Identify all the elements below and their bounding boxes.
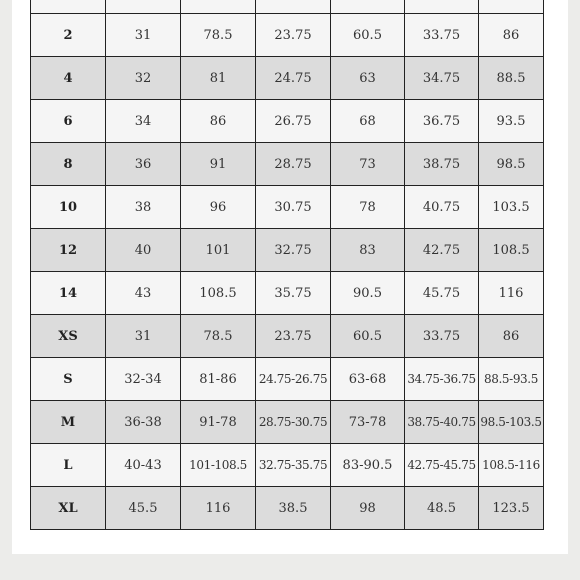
table-cell [479,0,544,14]
measurement-cell: 38.75 [405,143,479,186]
size-label-cell: 6 [31,100,106,143]
table-row [31,315,544,358]
table-cell [405,0,479,14]
measurement-cell: 108.5-116 [479,444,544,487]
size-label-cell: 10 [31,186,106,229]
measurement-cell: 40-43 [106,444,181,487]
measurement-cell: 24.75-26.75 [256,358,331,401]
measurement-cell: 108.5 [479,229,544,272]
size-label-cell: 14 [31,272,106,315]
measurement-cell: 86 [479,315,544,358]
measurement-cell: 32.75 [256,229,331,272]
measurement-cell: 45.75 [405,272,479,315]
measurement-cell: 116 [479,272,544,315]
measurement-cell: 63-68 [331,358,405,401]
table-row [31,100,544,143]
size-label-cell: XL [31,487,106,530]
measurement-cell: 34 [106,100,181,143]
table-row [31,57,544,100]
table-cell [106,0,181,14]
measurement-cell: 38.5 [256,487,331,530]
measurement-cell: 68 [331,100,405,143]
measurement-cell: 45.5 [106,487,181,530]
measurement-cell: 33.75 [405,14,479,57]
size-chart-table [30,0,544,530]
size-chart-table-wrapper [30,0,544,530]
measurement-cell: 40 [106,229,181,272]
measurement-cell: 42.75 [405,229,479,272]
measurement-cell: 88.5 [479,57,544,100]
size-label-cell: 8 [31,143,106,186]
measurement-cell: 38.75-40.75 [405,401,479,444]
measurement-cell: 98.5 [479,143,544,186]
measurement-cell: 42.75-45.75 [405,444,479,487]
measurement-cell: 63 [331,57,405,100]
measurement-cell: 101 [181,229,256,272]
measurement-cell: 101-108.5 [181,444,256,487]
measurement-cell: 60.5 [331,315,405,358]
measurement-cell: 23.75 [256,14,331,57]
measurement-cell: 33.75 [405,315,479,358]
measurement-cell: 78 [331,186,405,229]
measurement-cell: 34.75 [405,57,479,100]
measurement-cell: 73 [331,143,405,186]
measurement-cell: 93.5 [479,100,544,143]
measurement-cell: 48.5 [405,487,479,530]
measurement-cell: 35.75 [256,272,331,315]
table-row [31,487,544,530]
table-row [31,444,544,487]
size-label-cell: M [31,401,106,444]
measurement-cell: 103.5 [479,186,544,229]
measurement-cell: 86 [479,14,544,57]
measurement-cell: 83-90.5 [331,444,405,487]
measurement-cell: 32.75-35.75 [256,444,331,487]
size-label-cell: XS [31,315,106,358]
table-row [31,358,544,401]
table-row [31,143,544,186]
measurement-cell: 81-86 [181,358,256,401]
measurement-cell: 86 [181,100,256,143]
measurement-cell: 26.75 [256,100,331,143]
measurement-cell: 91 [181,143,256,186]
measurement-cell: 98 [331,487,405,530]
measurement-cell: 83 [331,229,405,272]
measurement-cell: 90.5 [331,272,405,315]
measurement-cell: 81 [181,57,256,100]
table-row-partial [31,0,544,14]
measurement-cell: 36 [106,143,181,186]
size-chart-card [12,0,568,554]
size-label-cell: S [31,358,106,401]
size-label-cell: 4 [31,57,106,100]
measurement-cell: 60.5 [331,14,405,57]
measurement-cell: 30.75 [256,186,331,229]
measurement-cell: 32 [106,57,181,100]
measurement-cell: 91-78 [181,401,256,444]
measurement-cell: 96 [181,186,256,229]
measurement-cell: 36-38 [106,401,181,444]
table-cell [256,0,331,14]
measurement-cell: 28.75-30.75 [256,401,331,444]
table-row [31,272,544,315]
measurement-cell: 43 [106,272,181,315]
measurement-cell: 108.5 [181,272,256,315]
measurement-cell: 98.5-103.5 [479,401,544,444]
measurement-cell: 40.75 [405,186,479,229]
measurement-cell: 116 [181,487,256,530]
measurement-cell: 38 [106,186,181,229]
measurement-cell: 73-78 [331,401,405,444]
measurement-cell: 31 [106,14,181,57]
measurement-cell: 78.5 [181,315,256,358]
measurement-cell: 31 [106,315,181,358]
size-label-cell: 2 [31,14,106,57]
table-row [31,14,544,57]
measurement-cell: 24.75 [256,57,331,100]
table-row [31,401,544,444]
table-row [31,229,544,272]
table-row [31,186,544,229]
measurement-cell: 28.75 [256,143,331,186]
measurement-cell: 88.5-93.5 [479,358,544,401]
measurement-cell: 32-34 [106,358,181,401]
measurement-cell: 36.75 [405,100,479,143]
table-cell [181,0,256,14]
measurement-cell: 78.5 [181,14,256,57]
measurement-cell: 123.5 [479,487,544,530]
size-chart-body [31,0,544,530]
size-label-cell: 12 [31,229,106,272]
measurement-cell: 23.75 [256,315,331,358]
table-cell [31,0,106,14]
measurement-cell: 34.75-36.75 [405,358,479,401]
size-label-cell: L [31,444,106,487]
table-cell [331,0,405,14]
